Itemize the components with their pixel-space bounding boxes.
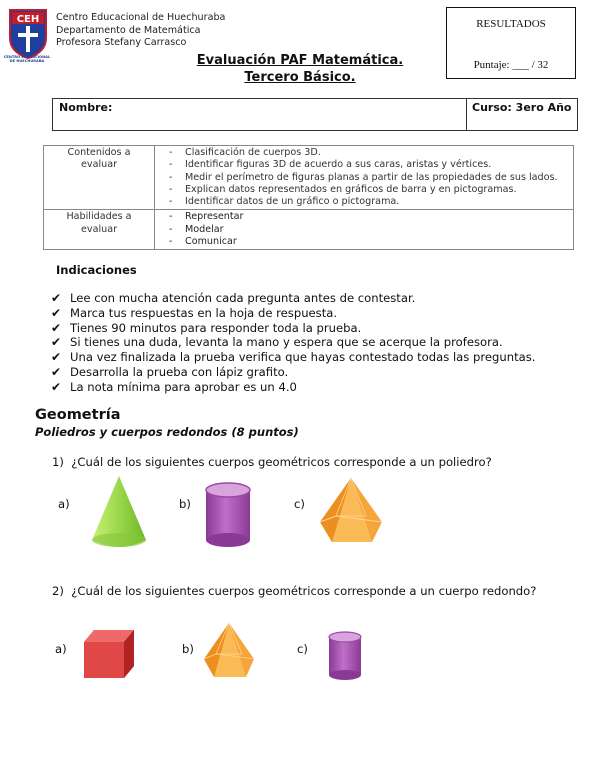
question-number: 2) bbox=[52, 584, 64, 598]
department: Departamento de Matemática bbox=[56, 24, 201, 36]
course-field[interactable]: Curso: 3ero Año bbox=[472, 101, 572, 114]
title-line-1: Evaluación PAF Matemática. bbox=[196, 53, 404, 68]
purple-cylinder-image[interactable] bbox=[202, 480, 254, 550]
teacher: Profesora Stefany Carrasco bbox=[56, 37, 187, 48]
school-name: Centro Educacional de Huechuraba bbox=[56, 12, 226, 23]
instructions-title: Indicaciones bbox=[56, 263, 137, 277]
q1-option-b[interactable]: b) bbox=[179, 497, 191, 511]
name-field[interactable]: Nombre: bbox=[59, 101, 113, 114]
check-icon: ✔ bbox=[51, 291, 62, 305]
green-cone-image[interactable] bbox=[88, 474, 150, 552]
list-item: ✔ Tienes 90 minutos para responder toda la prueba. bbox=[51, 320, 362, 335]
skills-list bbox=[159, 211, 569, 248]
list-item: ✔ Lee con mucha atención cada pregunta antes de contestar. bbox=[51, 291, 416, 305]
skills-label: Habilidades a evaluar bbox=[44, 210, 155, 250]
instructions-list bbox=[51, 291, 535, 395]
question-2 bbox=[52, 584, 536, 598]
list-item: - Clasificación de cuerpos 3D. bbox=[159, 147, 569, 159]
question-number: 1) bbox=[52, 455, 64, 469]
q2-option-c[interactable]: c) bbox=[297, 642, 308, 656]
page-title bbox=[150, 52, 450, 86]
list-item: - Comunicar bbox=[159, 236, 569, 248]
list-item: - Modelar bbox=[159, 224, 569, 236]
q2-option-a[interactable]: a) bbox=[55, 642, 67, 656]
check-icon: ✔ bbox=[51, 305, 62, 320]
section-subtitle: Poliedros y cuerpos redondos (8 puntos) bbox=[35, 425, 299, 439]
list-item: - Representar bbox=[159, 211, 569, 223]
list-item: - Identificar datos de un gráfico o pictograma. bbox=[159, 196, 569, 208]
contents-table bbox=[43, 145, 574, 250]
title-line-2: Tercero Básico. bbox=[244, 70, 356, 85]
check-icon: ✔ bbox=[51, 379, 62, 394]
orange-pyramid-image[interactable] bbox=[200, 621, 258, 683]
school-info bbox=[56, 12, 225, 50]
student-info-box bbox=[52, 98, 578, 131]
score-field: Puntaje: ___ / 32 bbox=[473, 59, 549, 71]
results-box bbox=[446, 7, 576, 79]
q2-option-b[interactable]: b) bbox=[182, 642, 194, 656]
list-item: ✔ La nota mínima para aprobar es un 4.0 bbox=[51, 379, 297, 394]
list-item: - Explican datos representados en gráficos de barra y en pictogramas. bbox=[159, 184, 569, 196]
list-item: ✔ Si tienes una duda, levanta la mano y espera que se acerque la profesora. bbox=[51, 335, 503, 350]
list-item: - Medir el perímetro de figuras planas a partir de las propiedades de sus lados. bbox=[159, 172, 569, 184]
question-text: ¿Cuál de los siguientes cuerpos geométricos corresponde a un cuerpo redondo? bbox=[71, 584, 537, 598]
logo-letters: CEH bbox=[16, 14, 40, 25]
orange-pyramid-image[interactable] bbox=[316, 476, 386, 550]
question-text: ¿Cuál de los siguientes cuerpos geométricos corresponde a un poliedro? bbox=[71, 455, 492, 469]
check-icon: ✔ bbox=[51, 320, 62, 335]
red-cube-image[interactable] bbox=[80, 626, 138, 682]
logo-caption: CENTRO EDUCACIONAL DE HUECHURABA bbox=[3, 55, 51, 64]
section-title: Geometría bbox=[35, 407, 121, 423]
list-item: - Identificar figuras 3D de acuerdo a sus caras, aristas y vértices. bbox=[159, 159, 569, 171]
q1-option-c[interactable]: c) bbox=[294, 497, 305, 511]
check-icon: ✔ bbox=[51, 335, 62, 350]
question-1 bbox=[52, 455, 492, 469]
q1-option-a[interactable]: a) bbox=[58, 497, 70, 511]
check-icon: ✔ bbox=[51, 350, 62, 365]
list-item: ✔ Marca tus respuestas en la hoja de respuesta. bbox=[51, 305, 338, 320]
check-icon: ✔ bbox=[51, 364, 62, 379]
contents-list bbox=[159, 147, 569, 208]
list-item: ✔ Desarrolla la prueba con lápiz grafito. bbox=[51, 364, 289, 379]
results-label: RESULTADOS bbox=[476, 18, 546, 30]
contents-label: Contenidos a evaluar bbox=[44, 146, 155, 210]
purple-cylinder-image[interactable] bbox=[326, 630, 364, 682]
list-item: ✔ Una vez finalizada la prueba verifica que hayas contestado todas las preguntas. bbox=[51, 350, 536, 365]
